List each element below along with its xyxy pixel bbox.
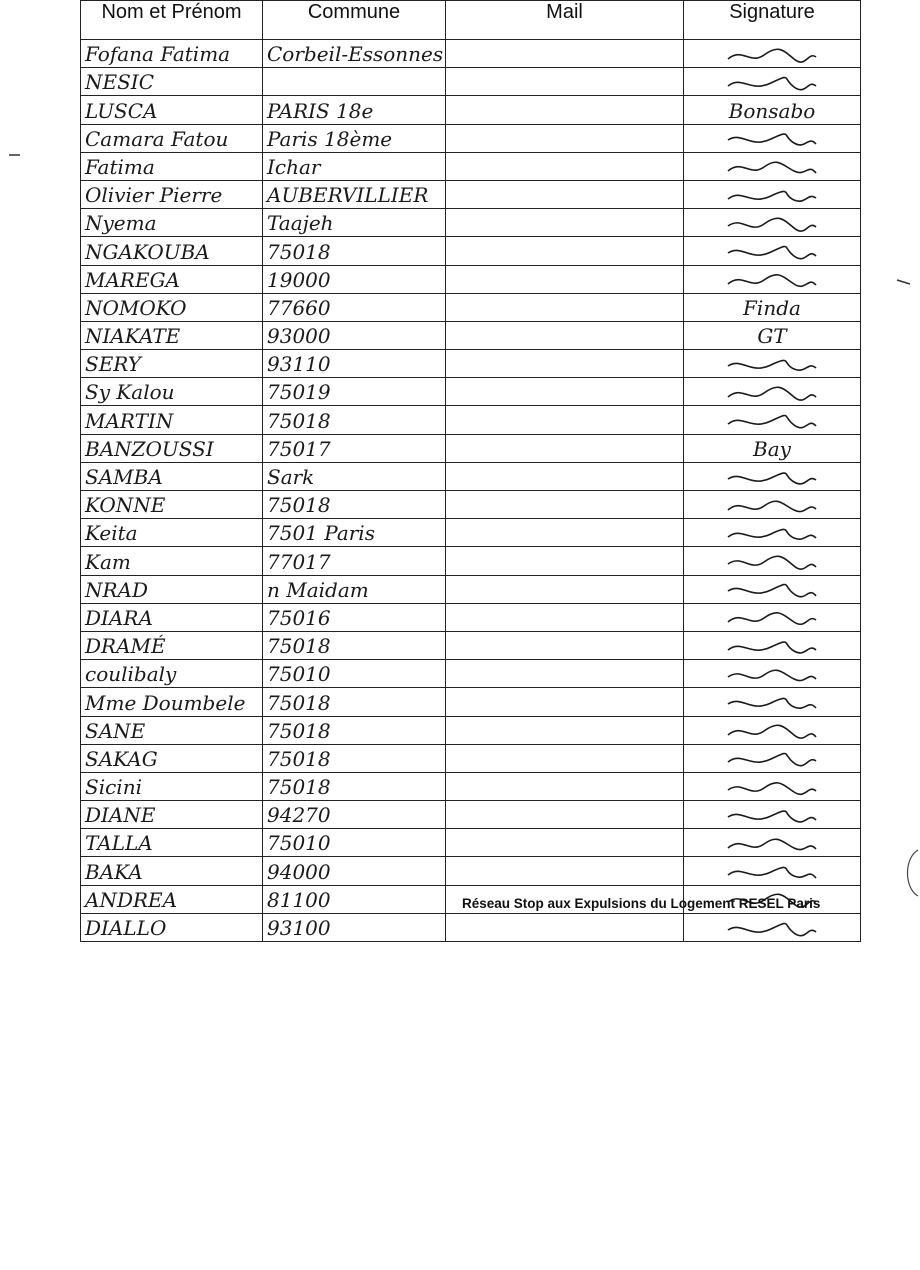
handwritten-signature [722,608,822,630]
row-commune: Corbeil-Essonnes [263,40,446,68]
table-row [81,829,861,857]
row-signature [684,575,861,603]
table-row [81,68,861,96]
row-name: NESIC [81,68,263,96]
handwritten-signature [722,806,822,828]
row-signature [684,716,861,744]
handwritten-signature [722,637,822,659]
handwritten-signature [722,693,822,715]
right-margin-mark [896,278,912,286]
row-signature [684,180,861,208]
row-commune: 75017 [263,434,446,462]
row-name: DIALLO [81,913,263,941]
row-mail [446,603,684,631]
row-commune: 77017 [263,547,446,575]
row-name: SANE [81,716,263,744]
row-name: Fofana Fatima [81,40,263,68]
row-commune: 75018 [263,631,446,659]
handwritten-signature [722,270,822,292]
table-row [81,209,861,237]
table-row [81,237,861,265]
table-row [81,857,861,885]
row-commune: 75016 [263,603,446,631]
handwritten-signature [722,919,822,941]
row-name: NRAD [81,575,263,603]
row-name: BAKA [81,857,263,885]
table-row [81,575,861,603]
row-name: LUSCA [81,96,263,124]
row-signature: Bonsabo [684,96,861,124]
table-row [81,321,861,349]
row-name: Nyema [81,209,263,237]
row-commune: Ichar [263,152,446,180]
table-row [81,913,861,941]
row-name: Sy Kalou [81,378,263,406]
row-signature [684,631,861,659]
row-mail [446,350,684,378]
footer-network-name: Réseau Stop aux Expulsions du Logement RESEL Paris [462,896,821,911]
row-mail [446,434,684,462]
row-mail [446,180,684,208]
row-mail [446,406,684,434]
handwritten-signature [722,721,822,743]
handwritten-signature [722,524,822,546]
row-mail [446,124,684,152]
row-name: DIARA [81,603,263,631]
row-name: Kam [81,547,263,575]
row-name: NIAKATE [81,321,263,349]
row-signature: Bay [684,434,861,462]
row-mail [446,462,684,490]
row-signature [684,237,861,265]
row-name: TALLA [81,829,263,857]
row-name: MAREGA [81,265,263,293]
row-commune: Taajeh [263,209,446,237]
table-row [81,152,861,180]
handwritten-signature [722,834,822,856]
row-signature [684,350,861,378]
row-name: ANDREA [81,885,263,913]
row-mail [446,631,684,659]
row-commune: AUBERVILLIER [263,180,446,208]
row-name: Sicini [81,772,263,800]
row-commune: 7501 Paris [263,519,446,547]
row-signature [684,913,861,941]
table-row [81,688,861,716]
row-name: SERY [81,350,263,378]
row-mail [446,575,684,603]
handwritten-signature [722,496,822,518]
table-row [81,631,861,659]
row-commune: 77660 [263,293,446,321]
table-row [81,434,861,462]
row-signature [684,519,861,547]
row-commune: 94000 [263,857,446,885]
row-commune: Sark [263,462,446,490]
row-mail [446,321,684,349]
row-name: Mme Doumbele [81,688,263,716]
row-name: DRAMÉ [81,631,263,659]
handwritten-signature [722,665,822,687]
table-row [81,772,861,800]
table-row [81,603,861,631]
row-mail [446,40,684,68]
row-commune: PARIS 18e [263,96,446,124]
row-commune: 75018 [263,716,446,744]
row-signature [684,547,861,575]
table-row [81,180,861,208]
row-commune: 75010 [263,660,446,688]
row-commune: n Maidam [263,575,446,603]
row-commune: 75018 [263,406,446,434]
signature-sheet [80,0,860,1202]
row-commune: 75018 [263,772,446,800]
handwritten-signature [722,186,822,208]
table-body [81,40,861,942]
row-signature [684,152,861,180]
signature-table [80,0,861,942]
table-row [81,40,861,68]
row-mail [446,716,684,744]
row-commune: 75010 [263,829,446,857]
row-signature [684,603,861,631]
row-name: BANZOUSSI [81,434,263,462]
header-mail: Mail [446,1,684,40]
row-signature: GT [684,321,861,349]
table-row [81,519,861,547]
row-mail [446,237,684,265]
row-commune: 75019 [263,378,446,406]
row-name: coulibaly [81,660,263,688]
table-row [81,716,861,744]
row-commune: 19000 [263,265,446,293]
header-signature: Signature [684,1,861,40]
row-signature: Finda [684,293,861,321]
handwritten-signature [722,129,822,151]
row-mail [446,913,684,941]
row-commune [263,68,446,96]
row-mail [446,96,684,124]
handwritten-signature [722,862,822,884]
row-mail [446,209,684,237]
row-mail [446,152,684,180]
table-row [81,660,861,688]
row-signature [684,772,861,800]
handwritten-signature [722,468,822,490]
row-mail [446,744,684,772]
row-mail [446,491,684,519]
row-mail [446,660,684,688]
row-name: Keita [81,519,263,547]
handwritten-signature [722,73,822,95]
row-mail [446,68,684,96]
row-name: Camara Fatou [81,124,263,152]
row-commune: 75018 [263,744,446,772]
header-commune: Commune [263,1,446,40]
handwritten-signature [722,355,822,377]
left-margin-mark [8,152,22,158]
row-signature [684,491,861,519]
row-commune: 93110 [263,350,446,378]
table-row [81,547,861,575]
header-name: Nom et Prénom [81,1,263,40]
row-commune: 93000 [263,321,446,349]
row-signature [684,40,861,68]
row-signature [684,744,861,772]
table-row [81,378,861,406]
row-signature [684,265,861,293]
row-commune: 93100 [263,913,446,941]
row-signature [684,801,861,829]
row-mail [446,829,684,857]
row-name: Fatima [81,152,263,180]
row-mail [446,772,684,800]
table-row [81,491,861,519]
table-row [81,462,861,490]
header-row [81,1,861,40]
handwritten-signature [722,778,822,800]
row-commune: 75018 [263,237,446,265]
row-signature [684,406,861,434]
row-name: SAMBA [81,462,263,490]
row-signature [684,209,861,237]
handwritten-signature [722,242,822,264]
table-row [81,293,861,321]
row-name: Olivier Pierre [81,180,263,208]
row-mail [446,265,684,293]
row-signature [684,378,861,406]
handwritten-signature [722,552,822,574]
row-mail [446,293,684,321]
punch-hole-arc [900,848,920,898]
handwritten-signature [722,383,822,405]
handwritten-signature [722,45,822,67]
row-signature [684,660,861,688]
row-mail [446,857,684,885]
row-commune: 81100 [263,885,446,913]
table-row [81,406,861,434]
row-name: DIANE [81,801,263,829]
handwritten-signature [722,580,822,602]
handwritten-signature [722,214,822,236]
row-signature [684,688,861,716]
row-signature [684,462,861,490]
row-name: NOMOKO [81,293,263,321]
table-row [81,744,861,772]
row-mail [446,688,684,716]
handwritten-signature [722,157,822,179]
row-name: KONNE [81,491,263,519]
table-row [81,350,861,378]
row-signature [684,857,861,885]
row-name: MARTIN [81,406,263,434]
table-row [81,265,861,293]
row-commune: 75018 [263,491,446,519]
handwritten-signature [722,749,822,771]
row-mail [446,547,684,575]
row-signature [684,829,861,857]
table-row [81,801,861,829]
row-mail [446,519,684,547]
row-commune: Paris 18ème [263,124,446,152]
row-name: SAKAG [81,744,263,772]
row-commune: 94270 [263,801,446,829]
handwritten-signature [722,411,822,433]
row-signature [684,68,861,96]
row-mail [446,801,684,829]
row-signature [684,124,861,152]
row-commune: 75018 [263,688,446,716]
table-row [81,124,861,152]
row-name: NGAKOUBA [81,237,263,265]
table-row [81,96,861,124]
row-mail [446,378,684,406]
